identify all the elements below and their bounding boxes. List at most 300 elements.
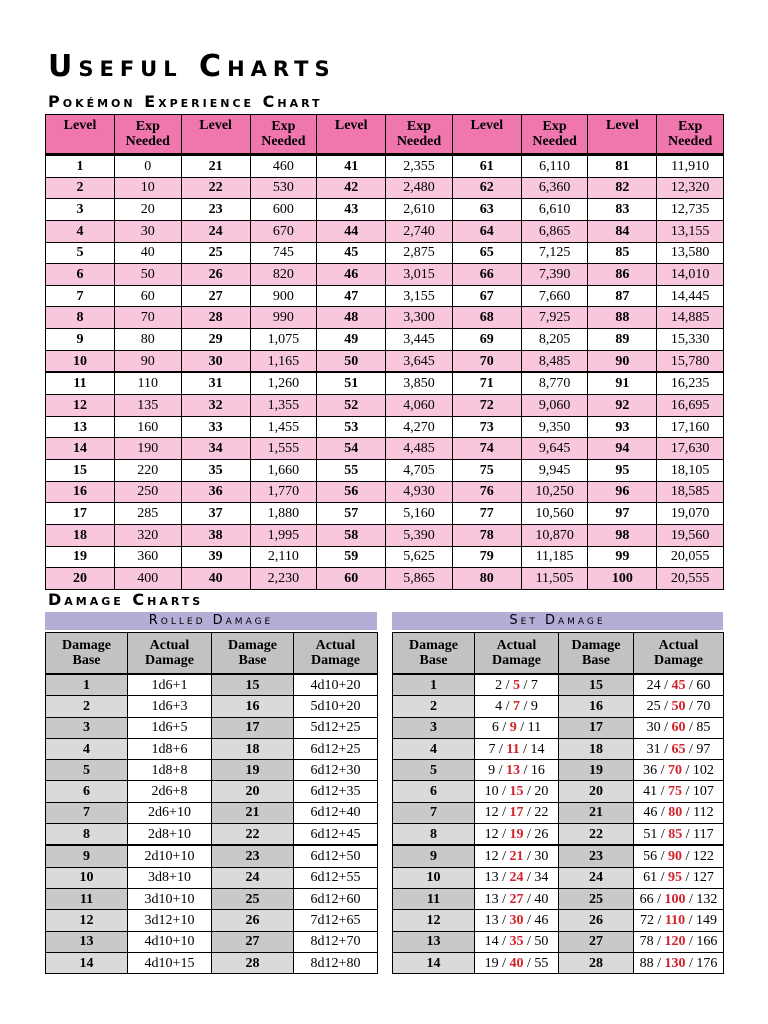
level-cell: 81 bbox=[588, 155, 657, 178]
exp-header-line: Needed bbox=[668, 134, 713, 149]
damage-base-cell: 24 bbox=[559, 867, 634, 888]
set-min-value: 13 bbox=[484, 870, 499, 886]
rolled-damage-row bbox=[46, 781, 378, 802]
actual-damage-header bbox=[128, 633, 212, 675]
rolled-damage-row bbox=[46, 888, 378, 909]
set-min-value: 31 bbox=[646, 741, 661, 757]
exp-cell: 2,230 bbox=[250, 568, 317, 590]
rolled-damage-row bbox=[46, 802, 378, 823]
level-cell: 18 bbox=[46, 524, 115, 546]
set-min-value: 12 bbox=[484, 849, 499, 865]
set-avg-value: 5 bbox=[513, 677, 520, 693]
set-damage-cell: 36 / 70 / 102 bbox=[634, 760, 724, 781]
exp-cell: 4,705 bbox=[386, 459, 453, 481]
set-avg-value: 11 bbox=[506, 741, 520, 757]
level-cell: 35 bbox=[181, 459, 250, 481]
set-max-value: 50 bbox=[534, 934, 549, 950]
level-cell: 52 bbox=[317, 395, 386, 417]
level-header: Level bbox=[46, 115, 115, 155]
exp-cell: 135 bbox=[115, 395, 182, 417]
experience-row bbox=[46, 416, 724, 438]
set-min-value: 10 bbox=[484, 784, 499, 800]
level-cell: 7 bbox=[46, 285, 115, 307]
damage-base-cell: 14 bbox=[46, 952, 128, 973]
set-damage-cell: 41 / 75 / 107 bbox=[634, 781, 724, 802]
damage-base-cell: 18 bbox=[559, 738, 634, 759]
exp-cell: 6,865 bbox=[521, 220, 588, 242]
set-min-value: 14 bbox=[484, 934, 499, 950]
set-damage-cell: 13 / 30 / 46 bbox=[475, 910, 559, 931]
level-cell: 75 bbox=[452, 459, 521, 481]
damage-base-cell: 9 bbox=[393, 845, 475, 867]
exp-cell: 1,165 bbox=[250, 350, 317, 372]
actual-damage-cell: 1d8+6 bbox=[128, 738, 212, 759]
set-max-value: 11 bbox=[527, 720, 542, 736]
set-max-value: 9 bbox=[530, 698, 538, 714]
set-max-value: 176 bbox=[696, 955, 718, 971]
level-cell: 63 bbox=[452, 199, 521, 221]
level-cell: 99 bbox=[588, 546, 657, 568]
set-damage-cell: 10 / 15 / 20 bbox=[475, 781, 559, 802]
exp-cell: 5,390 bbox=[386, 524, 453, 546]
damage-base-cell: 19 bbox=[559, 760, 634, 781]
damage-base-header bbox=[559, 633, 634, 675]
set-max-value: 7 bbox=[530, 677, 538, 693]
exp-cell: 8,485 bbox=[521, 350, 588, 372]
set-max-value: 127 bbox=[692, 870, 714, 886]
exp-cell: 17,160 bbox=[657, 416, 724, 438]
exp-cell: 10,870 bbox=[521, 524, 588, 546]
experience-row bbox=[46, 481, 724, 503]
set-damage-cell: 46 / 80 / 112 bbox=[634, 802, 724, 823]
level-cell: 71 bbox=[452, 372, 521, 394]
exp-header-line: Exp bbox=[406, 119, 432, 134]
set-min-value: 6 bbox=[491, 720, 499, 736]
level-cell: 27 bbox=[181, 285, 250, 307]
level-cell: 44 bbox=[317, 220, 386, 242]
set-avg-value: 85 bbox=[668, 826, 683, 842]
exp-cell: 6,360 bbox=[521, 177, 588, 199]
damage-base-header bbox=[212, 633, 294, 675]
set-avg-value: 130 bbox=[664, 955, 686, 971]
exp-cell: 160 bbox=[115, 416, 182, 438]
level-cell: 8 bbox=[46, 307, 115, 329]
exp-cell: 18,105 bbox=[657, 459, 724, 481]
actual-damage-cell: 8d12+80 bbox=[294, 952, 378, 973]
level-cell: 15 bbox=[46, 459, 115, 481]
set-max-value: 166 bbox=[696, 934, 718, 950]
header-line: Damage bbox=[492, 653, 541, 668]
level-cell: 73 bbox=[452, 416, 521, 438]
actual-damage-cell: 1d6+3 bbox=[128, 696, 212, 717]
damage-base-cell: 4 bbox=[393, 738, 475, 759]
exp-cell: 5,160 bbox=[386, 503, 453, 525]
exp-cell: 14,445 bbox=[657, 285, 724, 307]
damage-base-cell: 14 bbox=[393, 952, 475, 973]
header-line: Actual bbox=[315, 638, 356, 653]
level-cell: 92 bbox=[588, 395, 657, 417]
exp-cell: 320 bbox=[115, 524, 182, 546]
actual-damage-cell: 6d12+40 bbox=[294, 802, 378, 823]
experience-row bbox=[46, 220, 724, 242]
exp-cell: 9,350 bbox=[521, 416, 588, 438]
set-damage-row bbox=[393, 696, 724, 717]
level-cell: 26 bbox=[181, 264, 250, 286]
exp-cell: 18,585 bbox=[657, 481, 724, 503]
set-damage-cell: 78 / 120 / 166 bbox=[634, 931, 724, 952]
set-damage-cell: 88 / 130 / 176 bbox=[634, 952, 724, 973]
exp-cell: 16,235 bbox=[657, 372, 724, 394]
set-damage-row bbox=[393, 717, 724, 738]
damage-base-cell: 16 bbox=[212, 696, 294, 717]
level-cell: 83 bbox=[588, 199, 657, 221]
set-damage-cell: 9 / 13 / 16 bbox=[475, 760, 559, 781]
set-max-value: 85 bbox=[696, 720, 711, 736]
set-min-value: 19 bbox=[484, 955, 499, 971]
set-damage-title: Set Damage bbox=[392, 612, 723, 630]
set-damage-cell: 30 / 60 / 85 bbox=[634, 717, 724, 738]
set-avg-value: 70 bbox=[668, 762, 682, 778]
set-damage-cell: 19 / 40 / 55 bbox=[475, 952, 559, 973]
set-max-value: 46 bbox=[534, 912, 549, 928]
exp-header-line: Exp bbox=[542, 119, 567, 134]
exp-cell: 2,610 bbox=[386, 199, 453, 221]
level-cell: 33 bbox=[181, 416, 250, 438]
set-avg-value: 95 bbox=[668, 870, 682, 886]
exp-cell: 14,010 bbox=[657, 264, 724, 286]
damage-base-cell: 22 bbox=[559, 824, 634, 846]
set-min-value: 46 bbox=[643, 805, 658, 821]
damage-base-cell: 27 bbox=[559, 931, 634, 952]
set-avg-value: 21 bbox=[509, 849, 524, 865]
exp-cell: 745 bbox=[250, 242, 317, 264]
actual-damage-header bbox=[634, 633, 724, 675]
exp-cell: 7,125 bbox=[521, 242, 588, 264]
set-min-value: 13 bbox=[484, 891, 499, 907]
experience-row bbox=[46, 285, 724, 307]
experience-row bbox=[46, 524, 724, 546]
damage-base-cell: 24 bbox=[212, 867, 294, 888]
rolled-damage-row bbox=[46, 717, 378, 738]
damage-base-header bbox=[46, 633, 128, 675]
damage-base-cell: 9 bbox=[46, 845, 128, 867]
actual-damage-cell: 6d12+45 bbox=[294, 824, 378, 846]
exp-cell: 530 bbox=[250, 177, 317, 199]
level-cell: 79 bbox=[452, 546, 521, 568]
set-damage-row bbox=[393, 802, 724, 823]
actual-damage-cell: 8d12+70 bbox=[294, 931, 378, 952]
exp-cell: 20,555 bbox=[657, 568, 724, 590]
level-cell: 2 bbox=[46, 177, 115, 199]
set-max-value: 149 bbox=[696, 912, 717, 928]
exp-cell: 1,355 bbox=[250, 395, 317, 417]
actual-damage-header bbox=[475, 633, 559, 675]
rolled-damage-row bbox=[46, 845, 378, 867]
level-cell: 11 bbox=[46, 372, 115, 394]
rolled-damage-row bbox=[46, 910, 378, 931]
exp-cell: 4,485 bbox=[386, 438, 453, 460]
actual-damage-cell: 7d12+65 bbox=[294, 910, 378, 931]
level-header: Level bbox=[452, 115, 521, 155]
level-cell: 47 bbox=[317, 285, 386, 307]
exp-cell: 990 bbox=[250, 307, 317, 329]
set-max-value: 107 bbox=[692, 784, 714, 800]
header-line: Actual bbox=[149, 638, 190, 653]
set-max-value: 16 bbox=[530, 762, 545, 778]
experience-row bbox=[46, 395, 724, 417]
experience-row bbox=[46, 546, 724, 568]
set-max-value: 34 bbox=[534, 870, 549, 886]
set-damage-cell: 61 / 95 / 127 bbox=[634, 867, 724, 888]
exp-cell: 90 bbox=[115, 350, 182, 372]
set-max-value: 112 bbox=[693, 805, 714, 821]
level-cell: 72 bbox=[452, 395, 521, 417]
set-damage-table bbox=[392, 632, 724, 974]
set-avg-value: 13 bbox=[506, 762, 520, 778]
set-max-value: 55 bbox=[534, 955, 549, 971]
level-cell: 24 bbox=[181, 220, 250, 242]
level-cell: 58 bbox=[317, 524, 386, 546]
exp-cell: 110 bbox=[115, 372, 182, 394]
level-cell: 23 bbox=[181, 199, 250, 221]
experience-row bbox=[46, 459, 724, 481]
exp-cell: 3,645 bbox=[386, 350, 453, 372]
experience-row bbox=[46, 438, 724, 460]
set-min-value: 51 bbox=[643, 826, 658, 842]
level-cell: 19 bbox=[46, 546, 115, 568]
set-max-value: 117 bbox=[693, 826, 714, 842]
actual-damage-header bbox=[294, 633, 378, 675]
level-cell: 96 bbox=[588, 481, 657, 503]
set-min-value: 61 bbox=[643, 870, 658, 886]
rolled-damage-row bbox=[46, 824, 378, 846]
exp-cell: 3,300 bbox=[386, 307, 453, 329]
set-max-value: 97 bbox=[696, 741, 711, 757]
level-cell: 56 bbox=[317, 481, 386, 503]
exp-cell: 250 bbox=[115, 481, 182, 503]
exp-cell: 0 bbox=[115, 155, 182, 178]
page-title: Useful Charts bbox=[48, 49, 336, 84]
level-cell: 40 bbox=[181, 568, 250, 590]
exp-cell: 1,075 bbox=[250, 329, 317, 351]
damage-base-cell: 18 bbox=[212, 738, 294, 759]
exp-cell: 820 bbox=[250, 264, 317, 286]
level-cell: 50 bbox=[317, 350, 386, 372]
exp-cell: 8,770 bbox=[521, 372, 588, 394]
set-damage-row bbox=[393, 824, 724, 846]
experience-row bbox=[46, 242, 724, 264]
exp-cell: 12,320 bbox=[657, 177, 724, 199]
level-cell: 10 bbox=[46, 350, 115, 372]
level-cell: 6 bbox=[46, 264, 115, 286]
actual-damage-cell: 1d6+1 bbox=[128, 674, 212, 696]
set-avg-value: 35 bbox=[509, 934, 524, 950]
level-header: Level bbox=[181, 115, 250, 155]
exp-cell: 10,250 bbox=[521, 481, 588, 503]
exp-needed-header bbox=[115, 115, 182, 155]
rolled-damage-table bbox=[45, 632, 378, 974]
set-min-value: 4 bbox=[495, 698, 503, 714]
exp-cell: 50 bbox=[115, 264, 182, 286]
exp-cell: 1,660 bbox=[250, 459, 317, 481]
damage-base-cell: 23 bbox=[212, 845, 294, 867]
damage-charts-title: Damage Charts bbox=[48, 590, 204, 609]
set-damage-cell: 25 / 50 / 70 bbox=[634, 696, 724, 717]
exp-cell: 1,555 bbox=[250, 438, 317, 460]
set-min-value: 36 bbox=[643, 762, 658, 778]
exp-cell: 7,660 bbox=[521, 285, 588, 307]
level-cell: 1 bbox=[46, 155, 115, 178]
damage-base-cell: 10 bbox=[46, 867, 128, 888]
exp-cell: 7,925 bbox=[521, 307, 588, 329]
exp-cell: 2,355 bbox=[386, 155, 453, 178]
header-line: Damage bbox=[654, 653, 703, 668]
exp-header-line: Needed bbox=[532, 134, 577, 149]
experience-row bbox=[46, 199, 724, 221]
set-max-value: 30 bbox=[534, 849, 549, 865]
level-cell: 76 bbox=[452, 481, 521, 503]
experience-header-row bbox=[46, 115, 724, 155]
set-max-value: 102 bbox=[692, 762, 714, 778]
actual-damage-cell: 2d6+8 bbox=[128, 781, 212, 802]
damage-base-cell: 11 bbox=[393, 888, 475, 909]
level-cell: 67 bbox=[452, 285, 521, 307]
experience-row bbox=[46, 264, 724, 286]
damage-base-cell: 13 bbox=[46, 931, 128, 952]
level-cell: 86 bbox=[588, 264, 657, 286]
level-cell: 89 bbox=[588, 329, 657, 351]
experience-row bbox=[46, 177, 724, 199]
exp-cell: 1,260 bbox=[250, 372, 317, 394]
exp-cell: 285 bbox=[115, 503, 182, 525]
damage-base-cell: 19 bbox=[212, 760, 294, 781]
set-avg-value: 15 bbox=[509, 784, 524, 800]
level-cell: 51 bbox=[317, 372, 386, 394]
actual-damage-cell: 3d10+10 bbox=[128, 888, 212, 909]
level-cell: 25 bbox=[181, 242, 250, 264]
set-damage-cell: 14 / 35 / 50 bbox=[475, 931, 559, 952]
exp-cell: 60 bbox=[115, 285, 182, 307]
set-avg-value: 40 bbox=[509, 955, 524, 971]
damage-base-cell: 3 bbox=[46, 717, 128, 738]
actual-damage-cell: 2d10+10 bbox=[128, 845, 212, 867]
level-cell: 22 bbox=[181, 177, 250, 199]
rolled-damage-header-row bbox=[46, 633, 378, 675]
experience-row bbox=[46, 155, 724, 178]
exp-header-line: Needed bbox=[125, 134, 170, 149]
set-avg-value: 7 bbox=[513, 698, 520, 714]
damage-base-cell: 26 bbox=[559, 910, 634, 931]
set-damage-cell: 13 / 24 / 34 bbox=[475, 867, 559, 888]
damage-base-cell: 1 bbox=[393, 674, 475, 696]
level-cell: 17 bbox=[46, 503, 115, 525]
level-cell: 98 bbox=[588, 524, 657, 546]
level-cell: 41 bbox=[317, 155, 386, 178]
actual-damage-cell: 6d12+35 bbox=[294, 781, 378, 802]
damage-base-cell: 5 bbox=[393, 760, 475, 781]
level-cell: 66 bbox=[452, 264, 521, 286]
exp-cell: 1,880 bbox=[250, 503, 317, 525]
damage-base-cell: 28 bbox=[559, 952, 634, 973]
set-damage-cell: 31 / 65 / 97 bbox=[634, 738, 724, 759]
exp-cell: 15,330 bbox=[657, 329, 724, 351]
level-cell: 45 bbox=[317, 242, 386, 264]
set-damage-cell: 4 / 7 / 9 bbox=[475, 696, 559, 717]
exp-cell: 400 bbox=[115, 568, 182, 590]
exp-needed-header bbox=[521, 115, 588, 155]
set-avg-value: 90 bbox=[668, 849, 682, 865]
set-damage-cell: 6 / 9 / 11 bbox=[475, 717, 559, 738]
exp-cell: 30 bbox=[115, 220, 182, 242]
set-max-value: 70 bbox=[696, 698, 711, 714]
level-cell: 48 bbox=[317, 307, 386, 329]
exp-cell: 900 bbox=[250, 285, 317, 307]
exp-cell: 11,505 bbox=[521, 568, 588, 590]
actual-damage-cell: 6d12+30 bbox=[294, 760, 378, 781]
set-damage-row bbox=[393, 952, 724, 973]
header-line: Damage bbox=[311, 653, 360, 668]
level-cell: 4 bbox=[46, 220, 115, 242]
set-avg-value: 120 bbox=[664, 934, 686, 950]
level-cell: 34 bbox=[181, 438, 250, 460]
damage-base-cell: 6 bbox=[46, 781, 128, 802]
level-cell: 68 bbox=[452, 307, 521, 329]
damage-base-cell: 20 bbox=[559, 781, 634, 802]
level-cell: 29 bbox=[181, 329, 250, 351]
set-min-value: 12 bbox=[484, 826, 499, 842]
level-cell: 65 bbox=[452, 242, 521, 264]
level-cell: 60 bbox=[317, 568, 386, 590]
set-min-value: 12 bbox=[484, 805, 499, 821]
level-cell: 59 bbox=[317, 546, 386, 568]
set-avg-value: 27 bbox=[509, 891, 524, 907]
exp-cell: 40 bbox=[115, 242, 182, 264]
level-cell: 32 bbox=[181, 395, 250, 417]
actual-damage-cell: 6d12+55 bbox=[294, 867, 378, 888]
damage-base-cell: 17 bbox=[559, 717, 634, 738]
set-damage-cell: 2 / 5 / 7 bbox=[475, 674, 559, 696]
damage-base-cell: 28 bbox=[212, 952, 294, 973]
set-damage-row bbox=[393, 867, 724, 888]
exp-cell: 6,610 bbox=[521, 199, 588, 221]
set-min-value: 25 bbox=[646, 698, 661, 714]
damage-base-cell: 2 bbox=[46, 696, 128, 717]
set-min-value: 88 bbox=[639, 955, 654, 971]
damage-base-cell: 7 bbox=[46, 802, 128, 823]
exp-needed-header bbox=[250, 115, 317, 155]
exp-cell: 13,155 bbox=[657, 220, 724, 242]
header-line: Base bbox=[419, 653, 448, 668]
set-avg-value: 75 bbox=[668, 784, 682, 800]
set-damage-row bbox=[393, 674, 724, 696]
exp-cell: 19,560 bbox=[657, 524, 724, 546]
exp-cell: 3,015 bbox=[386, 264, 453, 286]
set-damage-cell: 24 / 45 / 60 bbox=[634, 674, 724, 696]
set-damage-row bbox=[393, 781, 724, 802]
exp-cell: 600 bbox=[250, 199, 317, 221]
exp-cell: 2,875 bbox=[386, 242, 453, 264]
header-line: Base bbox=[72, 653, 101, 668]
level-cell: 20 bbox=[46, 568, 115, 590]
damage-base-cell: 10 bbox=[393, 867, 475, 888]
level-cell: 95 bbox=[588, 459, 657, 481]
set-min-value: 56 bbox=[643, 849, 658, 865]
exp-cell: 8,205 bbox=[521, 329, 588, 351]
set-damage-header-row bbox=[393, 633, 724, 675]
level-cell: 49 bbox=[317, 329, 386, 351]
level-cell: 38 bbox=[181, 524, 250, 546]
damage-base-header bbox=[393, 633, 475, 675]
